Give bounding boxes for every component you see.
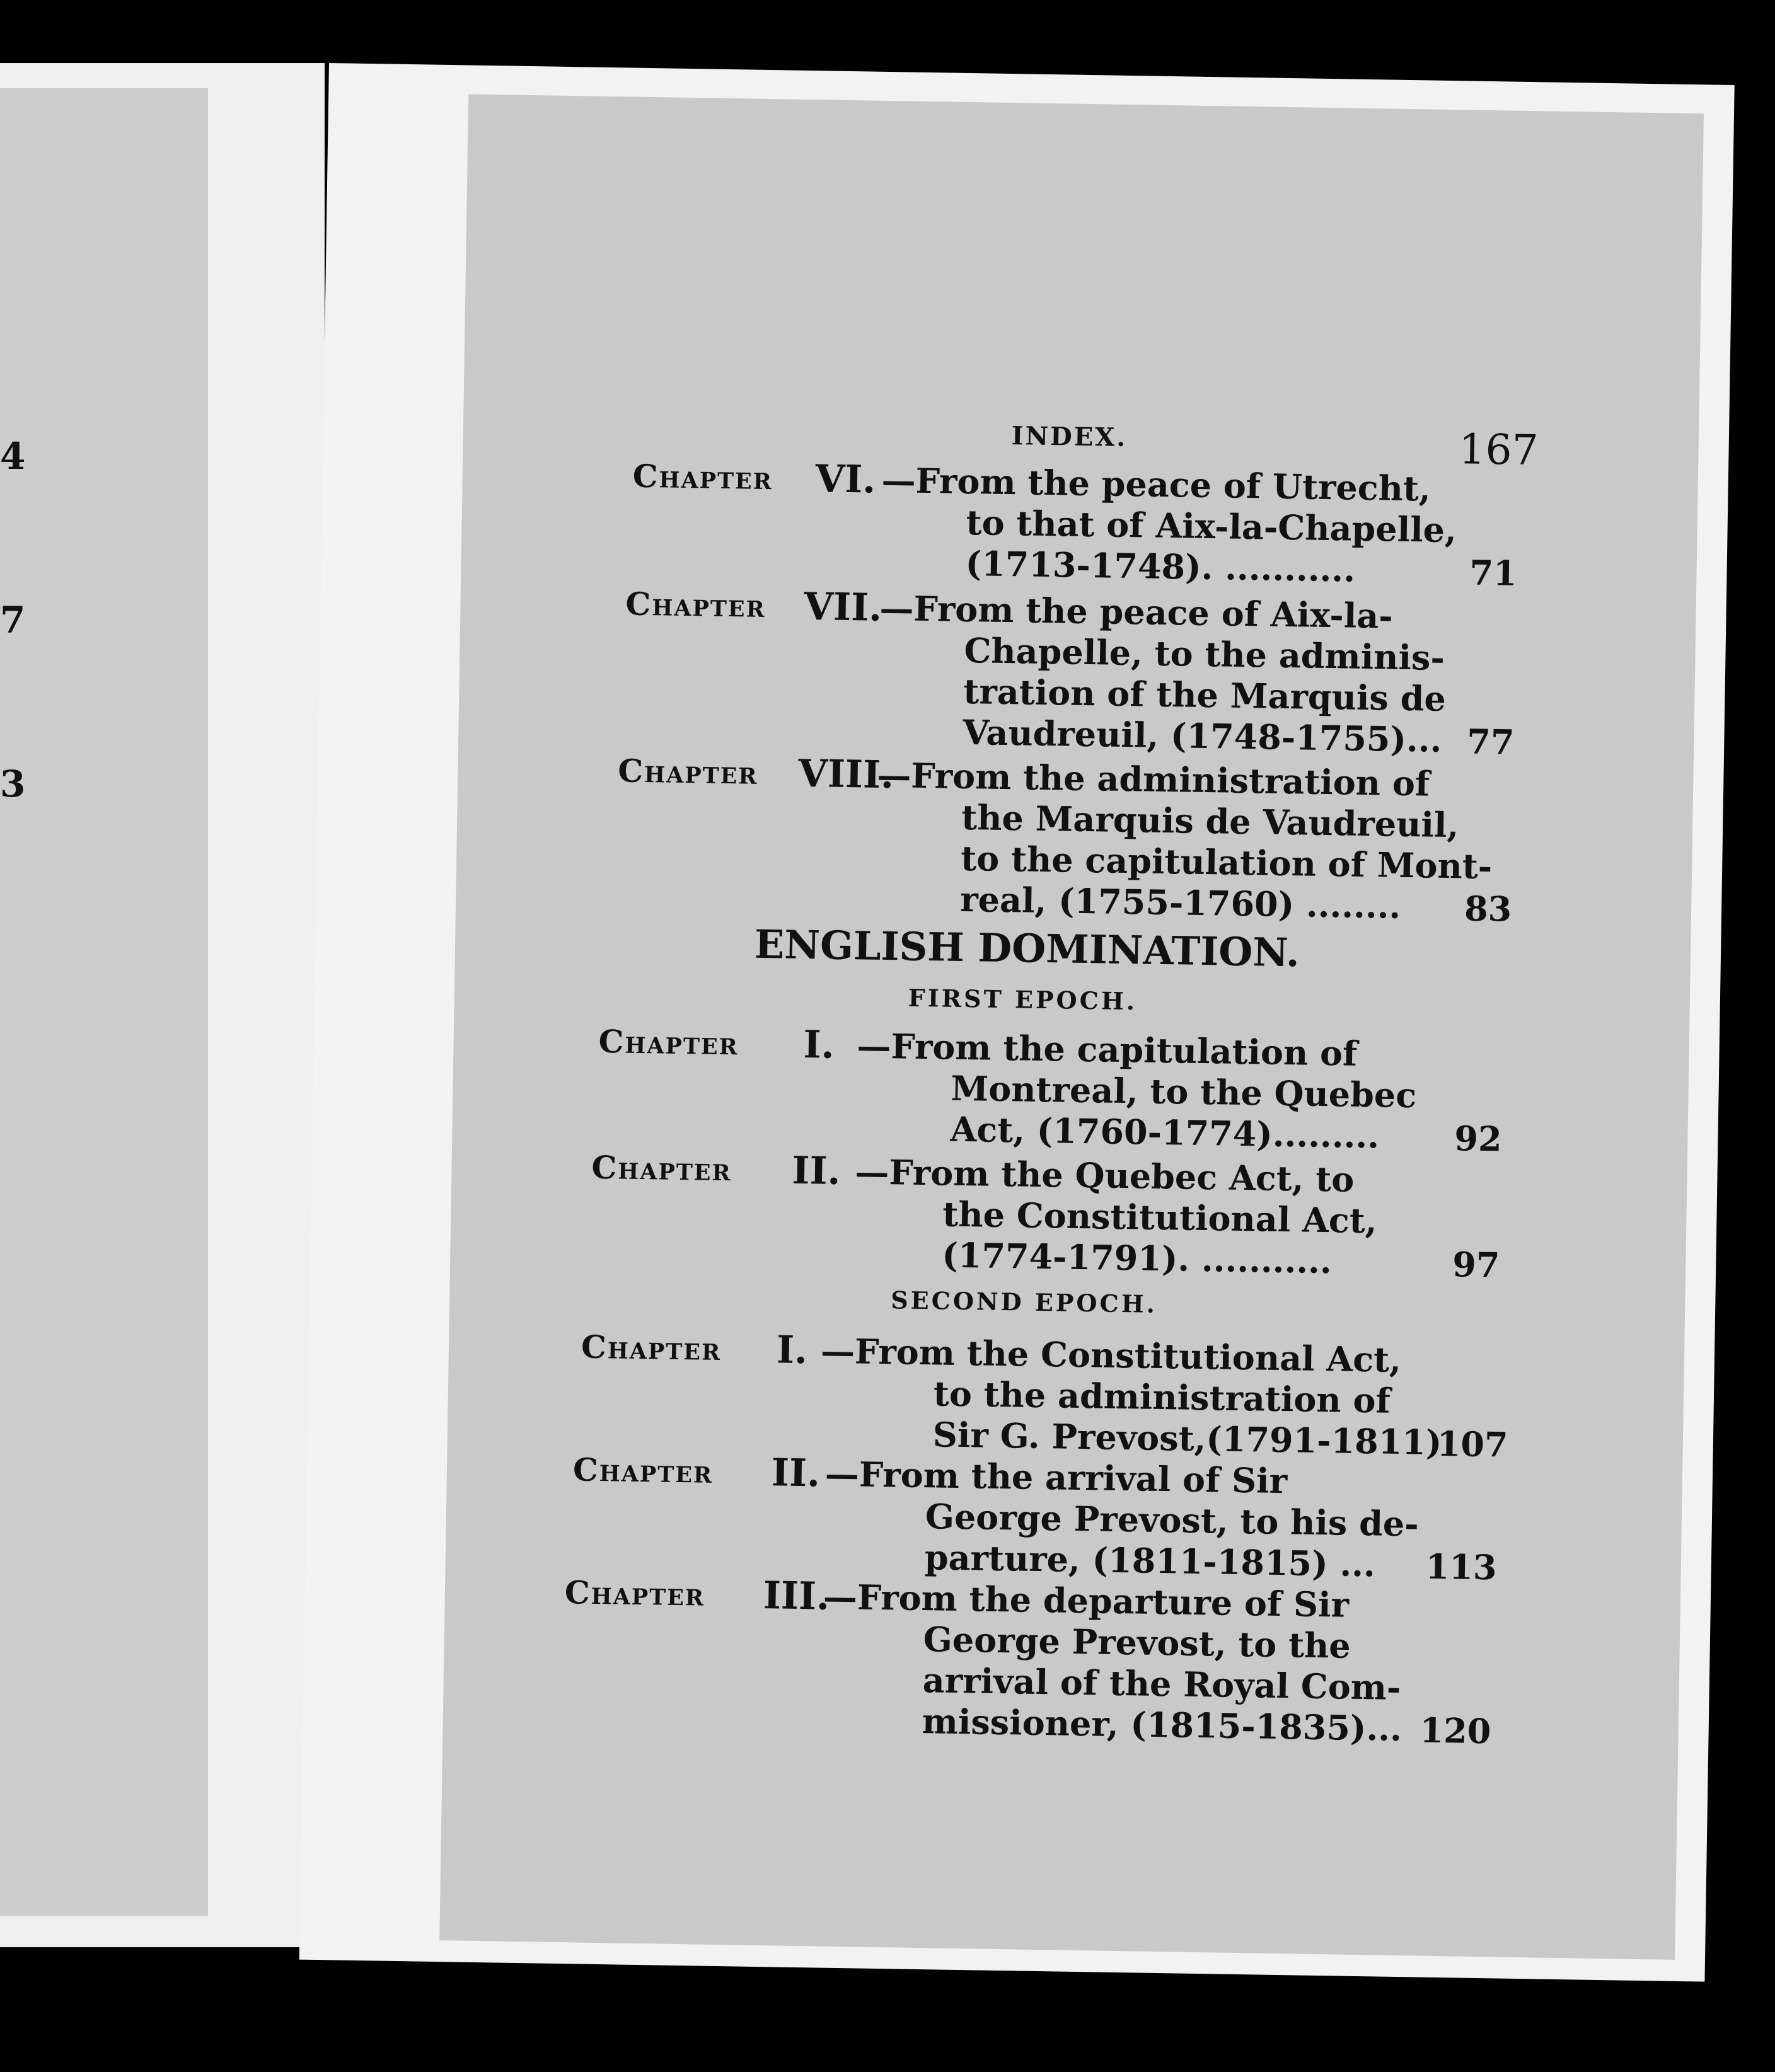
chapter-label: Chapter	[581, 1328, 722, 1368]
chapter-number: II.	[791, 1148, 841, 1194]
epoch-title: SECOND EPOCH.	[890, 1286, 1158, 1318]
entry-line: —From the arrival of Sir	[824, 1453, 1288, 1502]
entry-line: —From the Constitutional Act,	[820, 1330, 1402, 1380]
entry-line: real, (1755-1760) ........	[959, 878, 1401, 926]
chapter-label: Chapter	[625, 585, 766, 624]
entry-line: (1713-1748). ...........	[965, 543, 1356, 590]
page-reference: 107	[1437, 1423, 1509, 1465]
page-reference: 71	[1469, 552, 1518, 594]
entry-line: to the administration of	[933, 1373, 1391, 1421]
epoch-title: FIRST EPOCH.	[908, 983, 1138, 1016]
chapter-label: Chapter	[564, 1574, 705, 1613]
entry-line: —From the peace of Utrecht,	[881, 459, 1431, 509]
chapter-label: Chapter	[598, 1022, 739, 1062]
chapter-label: Chapter	[617, 752, 759, 791]
entry-line: George Prevost, to the	[923, 1619, 1351, 1666]
left-page-fragment: 7	[0, 599, 26, 642]
chapter-number: III.	[763, 1574, 830, 1619]
entry-line: to that of Aix-la-Chapelle,	[966, 502, 1457, 551]
page-reference: 92	[1454, 1118, 1503, 1160]
entry-line: —From the Quebec Act, to	[854, 1151, 1355, 1200]
entry-line: arrival of the Royal Com-	[922, 1660, 1401, 1708]
entry-line: (1774-1791). ...........	[941, 1235, 1333, 1282]
page-reference: 120	[1419, 1710, 1491, 1752]
entry-line: parture, (1811-1815) ...	[924, 1537, 1376, 1585]
left-page	[0, 88, 208, 1916]
entry-line: Sir G. Prevost,(1791-1811)	[932, 1414, 1442, 1463]
entry-line: tration of the Marquis de	[963, 671, 1447, 719]
entry-line: the Constitutional Act,	[942, 1194, 1378, 1241]
chapter-number: VI.	[815, 457, 876, 502]
chapter-number: VII.	[803, 584, 882, 630]
right-page-mount	[299, 63, 1735, 1982]
chapter-number: II.	[771, 1451, 821, 1496]
entry-line: —From the administration of	[876, 754, 1430, 804]
page-reference: 97	[1452, 1244, 1500, 1286]
page-reference: 113	[1425, 1546, 1497, 1588]
entry-line: —From the departure of Sir	[823, 1576, 1350, 1625]
chapter-label: Chapter	[632, 457, 773, 497]
entry-line: —From the capitulation of	[857, 1025, 1358, 1074]
page-reference: 77	[1466, 721, 1515, 763]
entry-line: Chapelle, to the adminis-	[963, 630, 1445, 678]
entry-line: missioner, (1815-1835)...	[922, 1701, 1402, 1749]
chapter-number: VIII.	[797, 751, 894, 798]
page-number: 167	[1458, 425, 1539, 475]
index-page	[439, 94, 1704, 1959]
entry-line: Act, (1760-1774).........	[950, 1108, 1380, 1156]
chapter-label: Chapter	[572, 1451, 714, 1490]
page-reference: 83	[1464, 888, 1512, 930]
section-title: ENGLISH DOMINATION.	[754, 921, 1300, 976]
entry-line: Vaudreuil, (1748-1755)...	[962, 711, 1442, 760]
running-header: INDEX.	[1011, 421, 1128, 452]
entry-line: —From the peace of Aix-la-	[879, 587, 1394, 636]
left-page-fragment: 3	[0, 763, 26, 805]
chapter-label: Chapter	[591, 1148, 732, 1189]
left-page-fragment: 4	[0, 435, 26, 478]
entry-line: to the capitulation of Mont-	[960, 837, 1493, 887]
chapter-number: I.	[776, 1328, 808, 1373]
entry-line: George Prevost, to his de-	[925, 1496, 1419, 1545]
entry-line: the Marquis de Vaudreuil,	[961, 797, 1459, 846]
entry-line: Montreal, to the Quebec	[951, 1068, 1417, 1116]
chapter-number: I.	[803, 1023, 835, 1068]
